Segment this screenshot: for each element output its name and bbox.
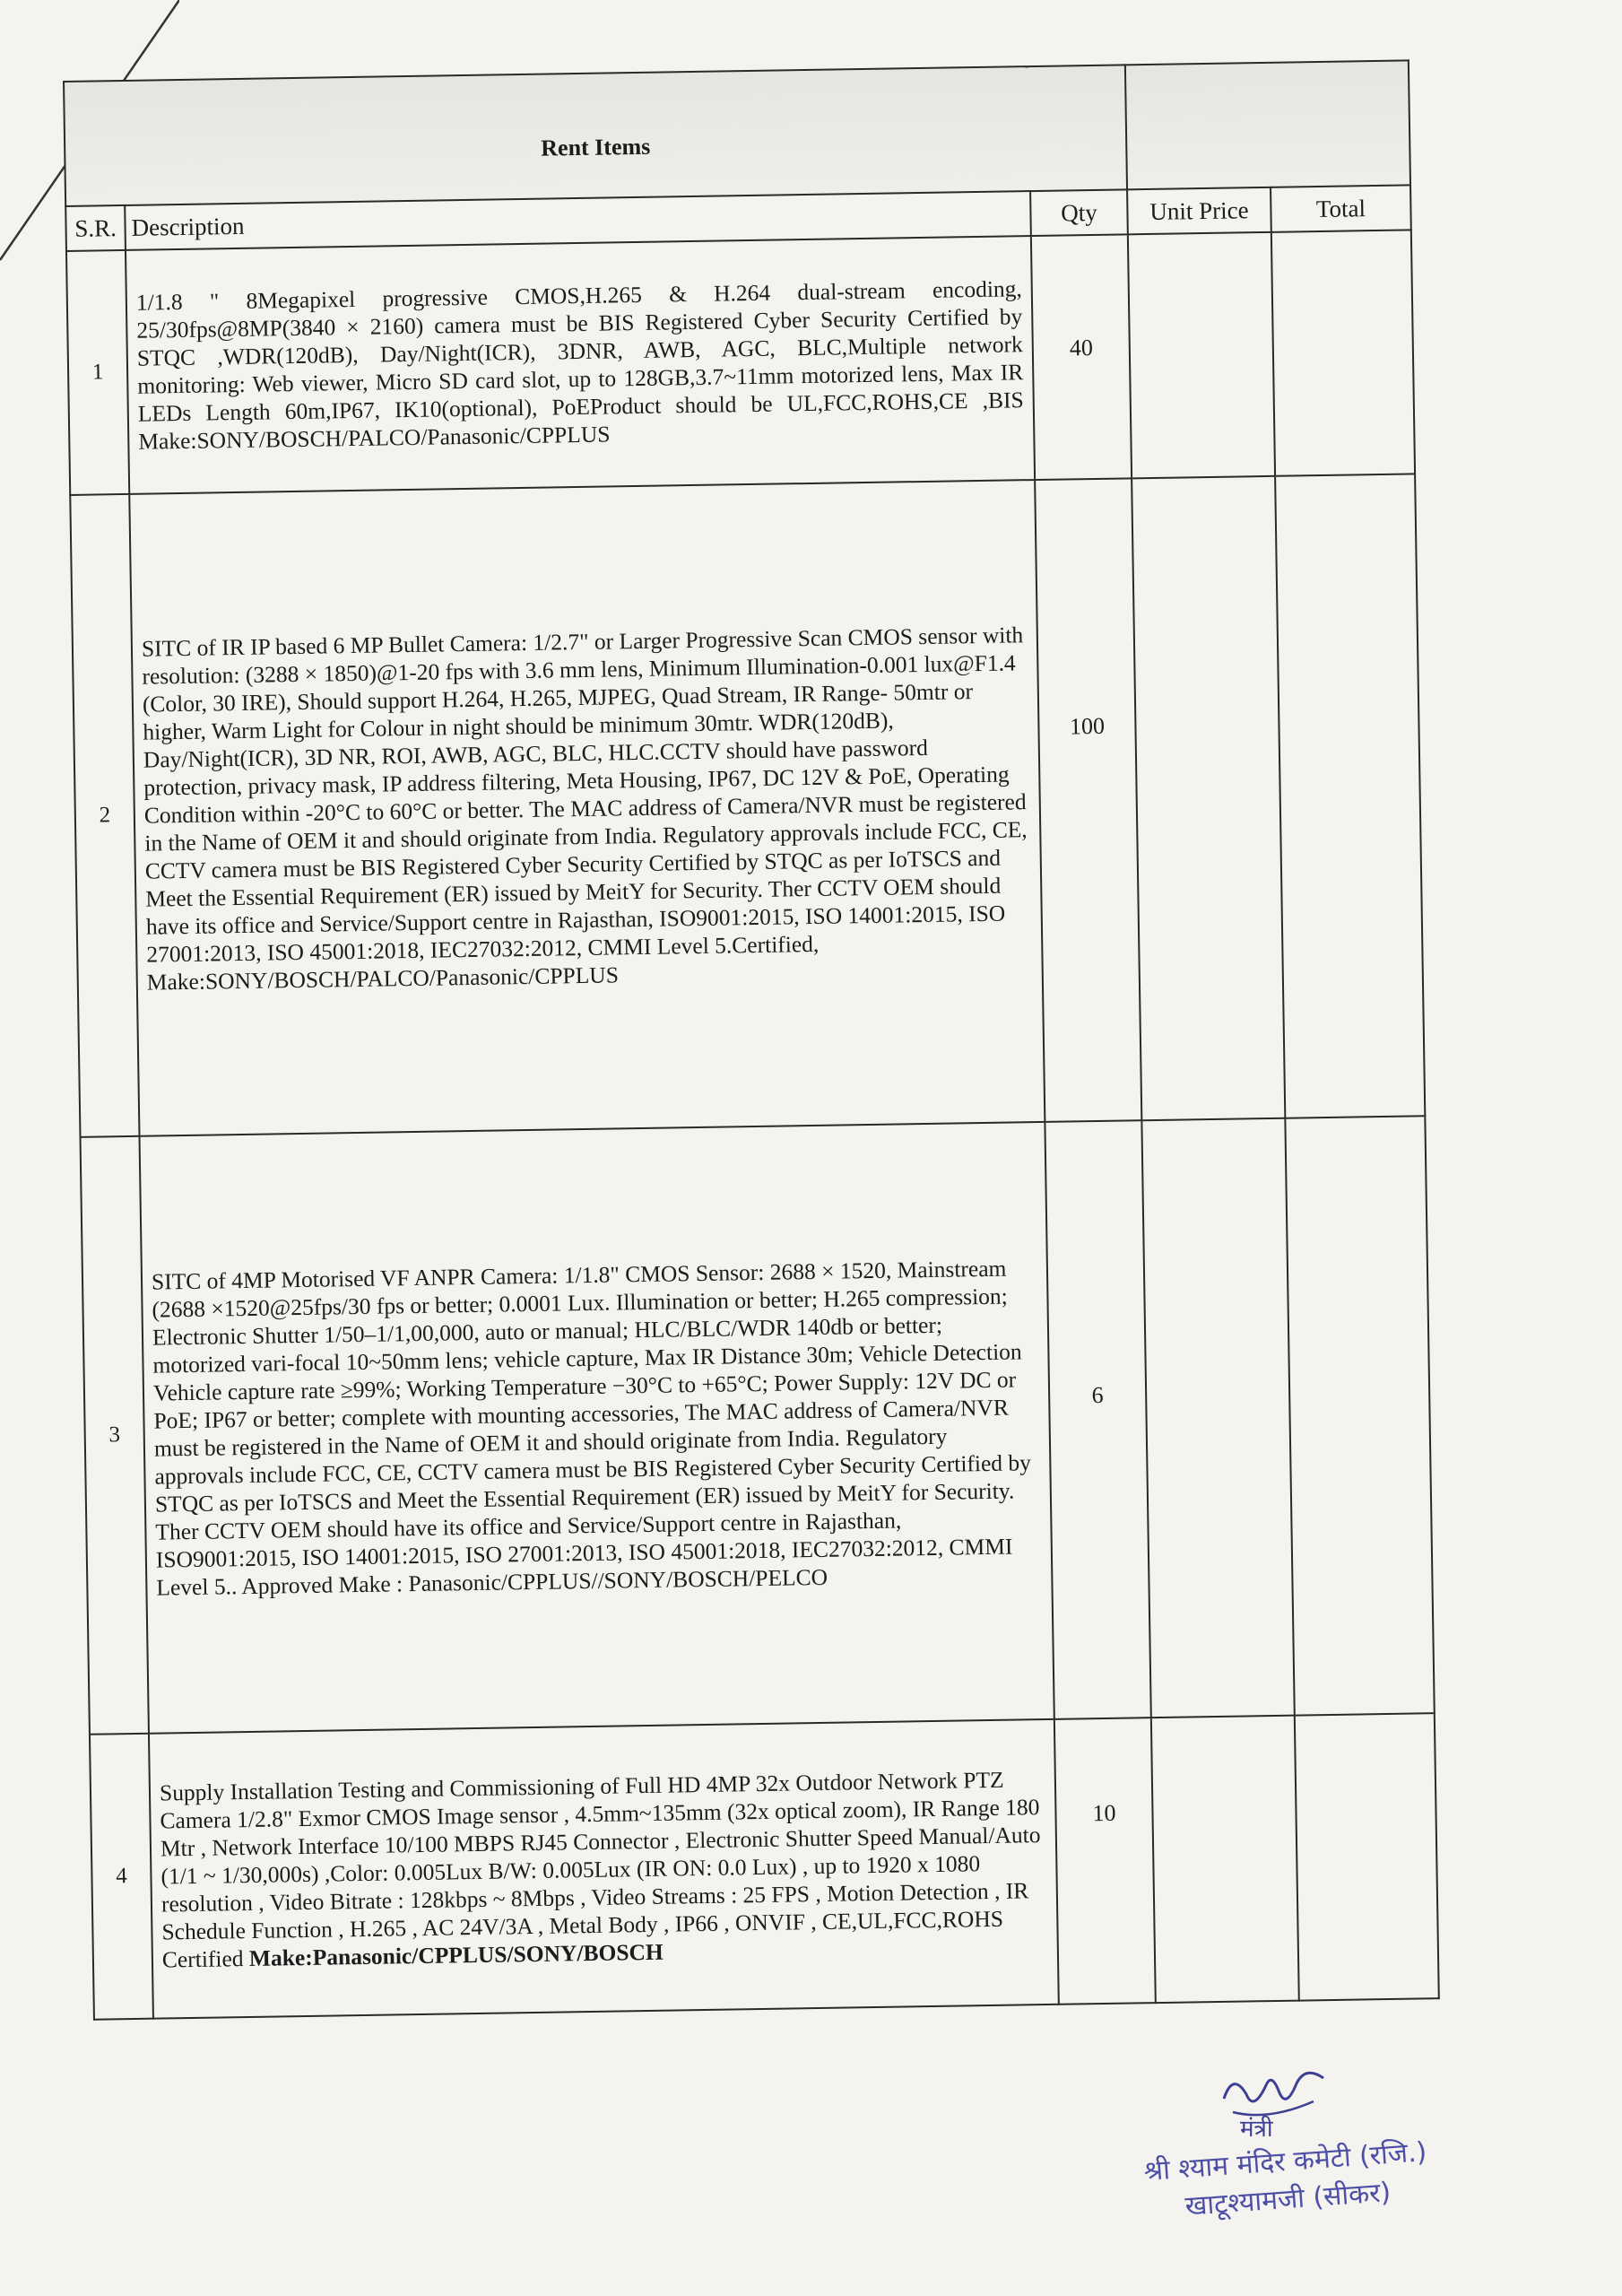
description-text: SITC of 4MP Motorised VF ANPR Camera: 1/1.8" CMOS Sensor: 2688 × 1520, Mainstream (2688 ×1520@25fps/30 fps or better; 0.0001 Lux. Illumination or better; H.265 compression; Electronic Shutter 1/50–1/1,00,000, auto or manual; HLC/BLC/WDR 140db or better; motorized vari-focal 10~50mm lens; vehicle capture, Max IR Distance 30m; Vehicle Detection Vehicle capture rate ≥99%; Working Temperature −30°C to +65°C; Power Supply: 12V DC or PoE; IP67 or better; complete with mounting accessories, The MAC address of Camera/NVR must be registered in the Name of OEM it and should originate from India. Regulatory approvals include FCC, CE, CCTV camera must be BIS Registered Cyber Security Certified by STQC as per IoTSCS and Meet the Essential Requirement (ER) issued by MeitY for Security. Ther CCTV OEM should have its office and Service/Support centre in Rajasthan, ISO9001:2015, ISO 14001:2015, ISO 27001:2013, ISO 45001:2018, IEC27032:2012, CMMI Level 5.. Approved Make : Panasonic/CPPLUS//SONY/BOSCH/PELCO (151, 1255, 1032, 1601)
header-sr: S.R. (65, 205, 126, 251)
stamp-line-2: खाटूश्यामजी (सीकर) (1184, 2176, 1392, 2222)
header-total: Total (1271, 185, 1411, 231)
description-text: 1/1.8 " 8Megapixel progressive CMOS,H.265 & H.264 dual-stream encoding, 25/30fps@8MP(3840 × 2160) camera must be BIS Registered Cyber Security Certified by STQC ,WDR(120dB), Day/Night(ICR), 3DNR, AWB, AGC, BLC,Multiple network monitoring: Web viewer, Micro SD card slot, up to 128GB,3.7~11mm motorized lens, Max IR LEDs Length 60m,IP67, IK10(optional), PoEProduct should be UL,FCC,ROHS,CE ,BIS Make:SONY/BOSCH/PALCO/Panasonic/CPPLUS (135, 275, 1024, 455)
row-unit-price (1128, 232, 1275, 478)
description-text: SITC of IR IP based 6 MP Bullet Camera: 1/2.7" or Larger Progressive Scan CMOS sensor with resolution: (3288 × 1850)@1-20 fps with 3.6 mm lens, Minimum Illumination-0.001 lux@F1.4 (Color, 30 IRE), Should support H.264, H.265, MJPEG, Quad Stream, IR Range- 50mtr or higher, Warm Light for Colour in night should be minimum 30mtr. WDR(120dB), Day/Night(ICR), 3D NR, ROI, AWB, AGC, BLC, HLC.CCTV should have password protection, privacy mask, IP address filtering, Meta Housing, IP67, DC 12V & PoE, Operating Condition within -20°C to 60°C or better. The MAC address of Camera/NVR must be registered in the Name of OEM it and should originate from India. Regulatory approvals include FCC, CE, CCTV camera must be BIS Registered Cyber Security Certified by STQC as per IoTSCS and Meet the Essential Requirement (ER) issued by MeitY for Security. Ther CCTV OEM should have its office and Service/Support centre in Rajasthan, ISO9001:2015, ISO 14001:2015, ISO 27001:2013, ISO 45001:2018, IEC27032:2012, CMMI Level 5.Certified, Make:SONY/BOSCH/PALCO/Panasonic/CPPLUS (141, 621, 1028, 996)
signature (1215, 2063, 1340, 2144)
row-sr: 4 (90, 1734, 153, 2020)
row-total (1271, 230, 1415, 475)
row-qty: 100 (1035, 478, 1141, 1122)
organisation-stamp (1097, 2130, 1478, 2231)
rent-items-table (63, 59, 1440, 2020)
header-description: Description (125, 191, 1031, 250)
description-text: Supply Installation Testing and Commissioning of Full HD 4MP 32x Outdoor Network PTZ Camera 1/2.8" Exmor CMOS Image sensor , 4.5mm~135mm (32x optical zoom), IR Range 180 Mtr , Network Interface 10/100 MBPS RJ45 Connector , Electronic Shutter Speed Manual/Auto (1/1 ~ 1/30,000s) ,Color: 0.005Lux B/W: 0.005Lux (IR ON: 0.0 Lux) , up to 1920 x 1080 resolution , Video Bitrate : 128kbps ~ 8Mbps , Video Streams : 25 FPS , Motion Detection , IR Schedule Function , H.265 , AC 24V/3A , Metal Body , IP66 , ONVIF , CE,UL,FCC,ROHS Certified (159, 1766, 1041, 1973)
row-unit-price (1141, 1118, 1294, 1718)
header-unit-price: Unit Price (1127, 187, 1271, 235)
row-qty: 6 (1045, 1120, 1150, 1719)
table-row (66, 230, 1415, 495)
row-description (126, 236, 1035, 494)
row-qty: 40 (1031, 234, 1132, 480)
section-title-blank (1125, 60, 1410, 189)
description-make: Make:Panasonic/CPPLUS/SONY/BOSCH (248, 1938, 664, 1971)
row-qty: 10 (1054, 1718, 1156, 2005)
table-row (90, 1713, 1439, 2020)
row-sr: 1 (66, 250, 129, 495)
row-total (1275, 474, 1425, 1118)
row-total (1285, 1116, 1434, 1715)
table-row (81, 1116, 1435, 1734)
row-total (1295, 1713, 1439, 2000)
row-unit-price (1151, 1716, 1299, 2003)
row-description (129, 480, 1045, 1136)
stamp-line-1: श्री श्याम मंदिर कमेटी (रजि.) (1142, 2136, 1428, 2188)
table-row (70, 474, 1425, 1136)
signature-label: मंत्री (1240, 2116, 1273, 2143)
row-sr: 2 (70, 494, 139, 1137)
section-title: Rent Items (64, 65, 1127, 206)
row-description (139, 1122, 1054, 1734)
row-unit-price (1132, 476, 1285, 1120)
row-description (149, 1719, 1059, 2019)
header-qty: Qty (1030, 189, 1128, 236)
row-sr: 3 (81, 1136, 149, 1735)
